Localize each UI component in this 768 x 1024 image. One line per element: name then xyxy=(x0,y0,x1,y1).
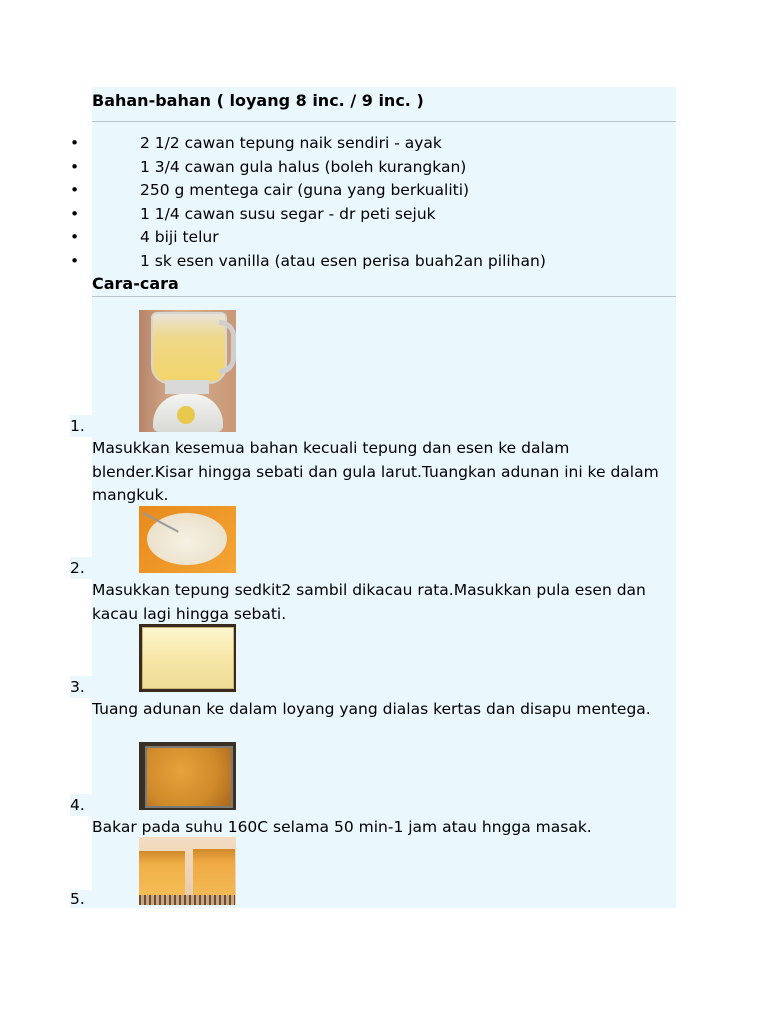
method-divider xyxy=(92,296,676,297)
step-number: 1. xyxy=(70,417,85,435)
bullet: • xyxy=(70,134,80,152)
ingredient-text: 4 biji telur xyxy=(140,228,219,246)
bullet: • xyxy=(70,204,80,223)
ingredient-text: 1 sk esen vanilla (atau esen perisa buah2an pilihan) xyxy=(140,251,546,270)
baked-cake-photo xyxy=(139,742,236,810)
pan-batter-photo xyxy=(139,624,236,692)
ingredients-divider xyxy=(92,121,676,122)
ingredient-item xyxy=(70,225,676,249)
ingredient-item xyxy=(70,249,676,273)
ingredient-item xyxy=(70,131,676,155)
ingredient-text: 1 1/4 cawan susu segar - dr peti sejuk xyxy=(140,204,436,223)
bullet: • xyxy=(70,228,80,246)
ingredient-text: 250 g mentega cair (guna yang berkualiti) xyxy=(140,181,470,199)
bullet: • xyxy=(70,181,80,199)
step-number: 2. xyxy=(70,559,85,577)
method-heading-background xyxy=(92,272,676,296)
step-text: Tuang adunan ke dalam loyang yang dialas kertas dan disapu mentega. xyxy=(92,700,651,718)
bullet: • xyxy=(70,157,80,176)
ingredient-item xyxy=(70,155,676,179)
step-text: Bakar pada suhu 160C selama 50 min-1 jam atau hngga masak. xyxy=(92,818,592,836)
step-number: 5. xyxy=(70,890,85,908)
step-text: Masukkan kesemua bahan kecuali tepung dan esen ke dalam blender.Kisar hingga sebati dan gula larut.Tuangkan adunan ini ke dalam mangkuk. xyxy=(92,439,659,504)
sliced-cake-photo xyxy=(139,837,236,905)
step-number: 4. xyxy=(70,796,85,814)
ingredient-item xyxy=(70,178,676,202)
step-text: Masukkan tepung sedkit2 sambil dikacau rata.Masukkan pula esen dan kacau lagi hingga sebati. xyxy=(92,581,646,623)
ingredient-item xyxy=(70,202,676,226)
bowl-batter-photo xyxy=(139,506,236,573)
ingredients-heading: Bahan-bahan ( loyang 8 inc. / 9 inc. ) xyxy=(92,91,424,110)
blender-photo xyxy=(139,310,236,432)
step-number: 3. xyxy=(70,678,85,696)
ingredient-text: 2 1/2 cawan tepung naik sendiri - ayak xyxy=(140,134,442,152)
ingredient-text: 1 3/4 cawan gula halus (boleh kurangkan) xyxy=(140,157,467,176)
bullet: • xyxy=(70,251,80,270)
method-heading: Cara-cara xyxy=(92,274,179,293)
